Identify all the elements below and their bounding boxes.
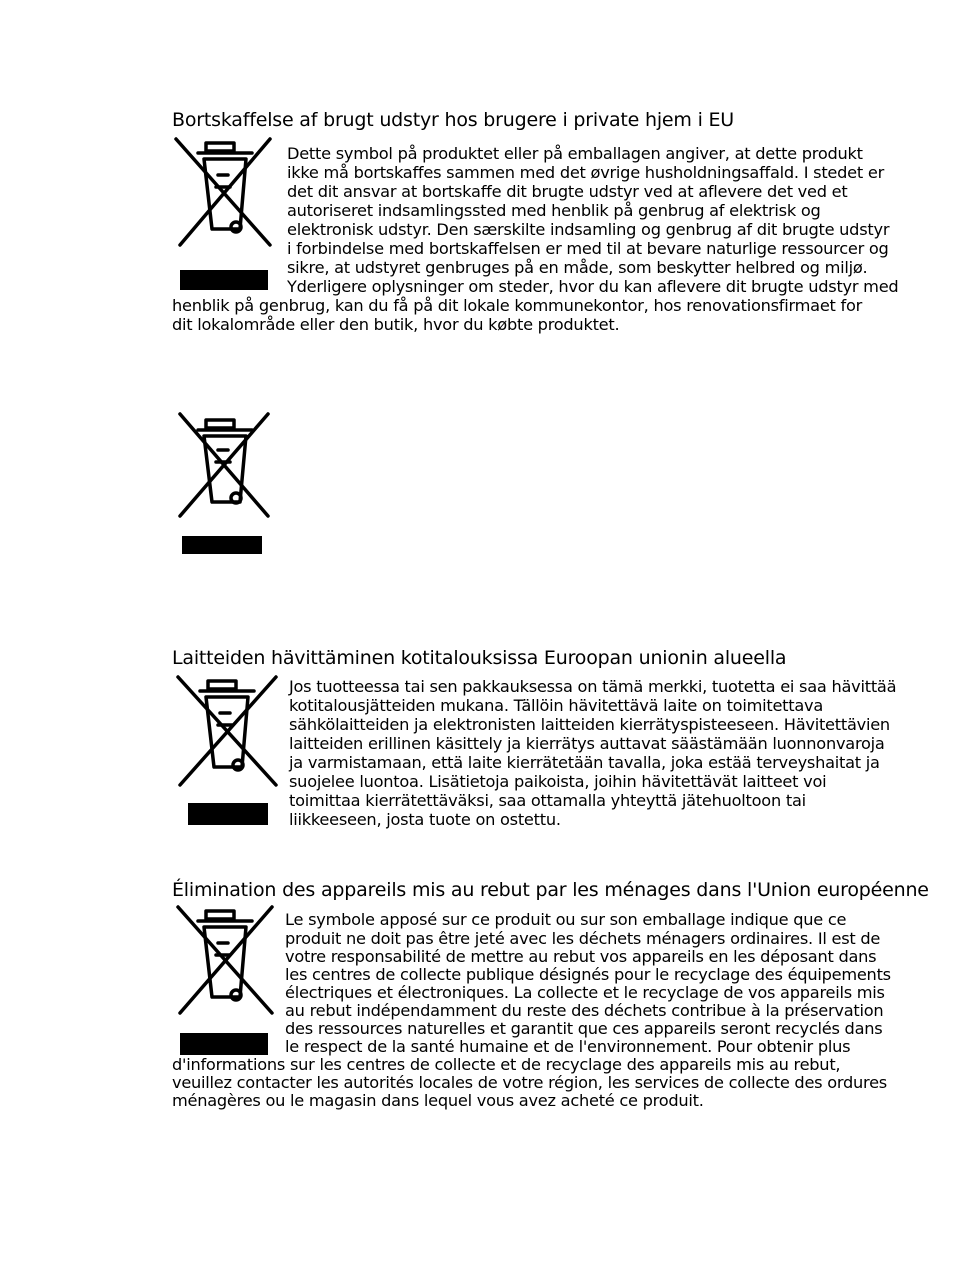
body-line: suojelee luontoa. Lisätietoja paikoista, joihin hävitettävät laitteet voi	[289, 772, 827, 791]
body-line: ikke må bortskaffes sammen med det øvrige husholdningsaffald. I stedet er	[287, 163, 884, 182]
body-line: ménagères ou le magasin dans lequel vous avez acheté ce produit.	[172, 1091, 704, 1110]
weee-section-finnish	[172, 647, 912, 847]
weee-section-french	[172, 879, 929, 1119]
body-line: Jos tuotteessa tai sen pakkauksessa on tämä merkki, tuotetta ei saa hävittää	[289, 677, 897, 696]
body-line: Yderligere oplysninger om steder, hvor du kan aflevere dit brugte udstyr med	[287, 277, 899, 296]
section-title: Élimination des appareils mis au rebut par les ménages dans l'Union européenne	[172, 879, 929, 901]
body-line: laitteiden erillinen käsittely ja kierrätys auttavat säästämään luonnonvaroja	[289, 734, 885, 753]
body-line: sikre, at udstyret genbruges på en måde, som beskytter helbred og miljø.	[287, 258, 868, 277]
crossed-out-wheelie-bin-icon	[172, 903, 276, 1057]
crossed-out-wheelie-bin-icon	[172, 675, 282, 829]
section-title: Laitteiden hävittäminen kotitalouksissa Euroopan unionin alueella	[172, 647, 787, 669]
body-line: liikkeeseen, josta tuote on ostettu.	[289, 810, 561, 829]
body-line: Le symbole apposé sur ce produit ou sur son emballage indique que ce	[285, 910, 847, 929]
body-line: votre responsabilité de mettre au rebut vos appareils en les déposant dans	[285, 947, 877, 966]
body-line: autoriseret indsamlingssted med henblik på genbrug af elektrisk og	[287, 201, 821, 220]
body-line: des ressources naturelles et garantit que ces appareils seront recyclés dans	[285, 1019, 883, 1038]
body-line: henblik på genbrug, kan du få på dit lokale kommunekontor, hos renovationsfirmaet for	[172, 296, 863, 315]
body-line: au rebut indépendamment du reste des déchets contribue à la préservation	[285, 1001, 884, 1020]
crossed-out-wheelie-bin-icon	[172, 410, 276, 560]
section-title: Bortskaffelse af brugt udstyr hos brugere i private hjem i EU	[172, 109, 735, 131]
body-line: d'informations sur les centres de collecte et de recyclage des appareils mis au rebut,	[172, 1055, 841, 1074]
body-line: toimittaa kierrätettäväksi, saa ottamalla yhteyttä jätehuoltoon tai	[289, 791, 806, 810]
body-line: ja varmistamaan, että laite kierrätetään tavalla, joka estää terveyshaitat ja	[289, 753, 880, 772]
body-line: les centres de collecte publique désignés pour le recyclage des équipements	[285, 965, 891, 984]
weee-section-symbol-only	[172, 410, 912, 560]
body-line: le respect de la santé humaine et de l'environnement. Pour obtenir plus	[285, 1037, 851, 1056]
body-line: kotitalousjätteiden mukana. Tällöin hävitettävä laite on toimitettava	[289, 696, 824, 715]
body-line: veuillez contacter les autorités locales de votre région, les services de collecte des ordures	[172, 1073, 887, 1092]
crossed-out-wheelie-bin-icon	[172, 137, 276, 291]
body-line: produit ne doit pas être jeté avec les déchets ménagers ordinaires. Il est de	[285, 929, 881, 948]
body-line: i forbindelse med bortskaffelsen er med til at bevare naturlige ressourcer og	[287, 239, 889, 258]
body-line: elektronisk udstyr. Den særskilte indsamling og genbrug af dit brugte udstyr	[287, 220, 890, 239]
body-line: dit lokalområde eller den butik, hvor du købte produktet.	[172, 315, 620, 334]
body-line: électriques et électroniques. La collecte et le recyclage de vos appareils mis	[285, 983, 885, 1002]
weee-section-danish	[172, 109, 912, 349]
body-line: Dette symbol på produktet eller på emballagen angiver, at dette produkt	[287, 144, 863, 163]
body-line: det dit ansvar at bortskaffe dit brugte udstyr ved at aflevere det ved et	[287, 182, 848, 201]
body-line: sähkölaitteiden ja elektronisten laitteiden kierrätyspisteeseen. Hävitettävien	[289, 715, 890, 734]
